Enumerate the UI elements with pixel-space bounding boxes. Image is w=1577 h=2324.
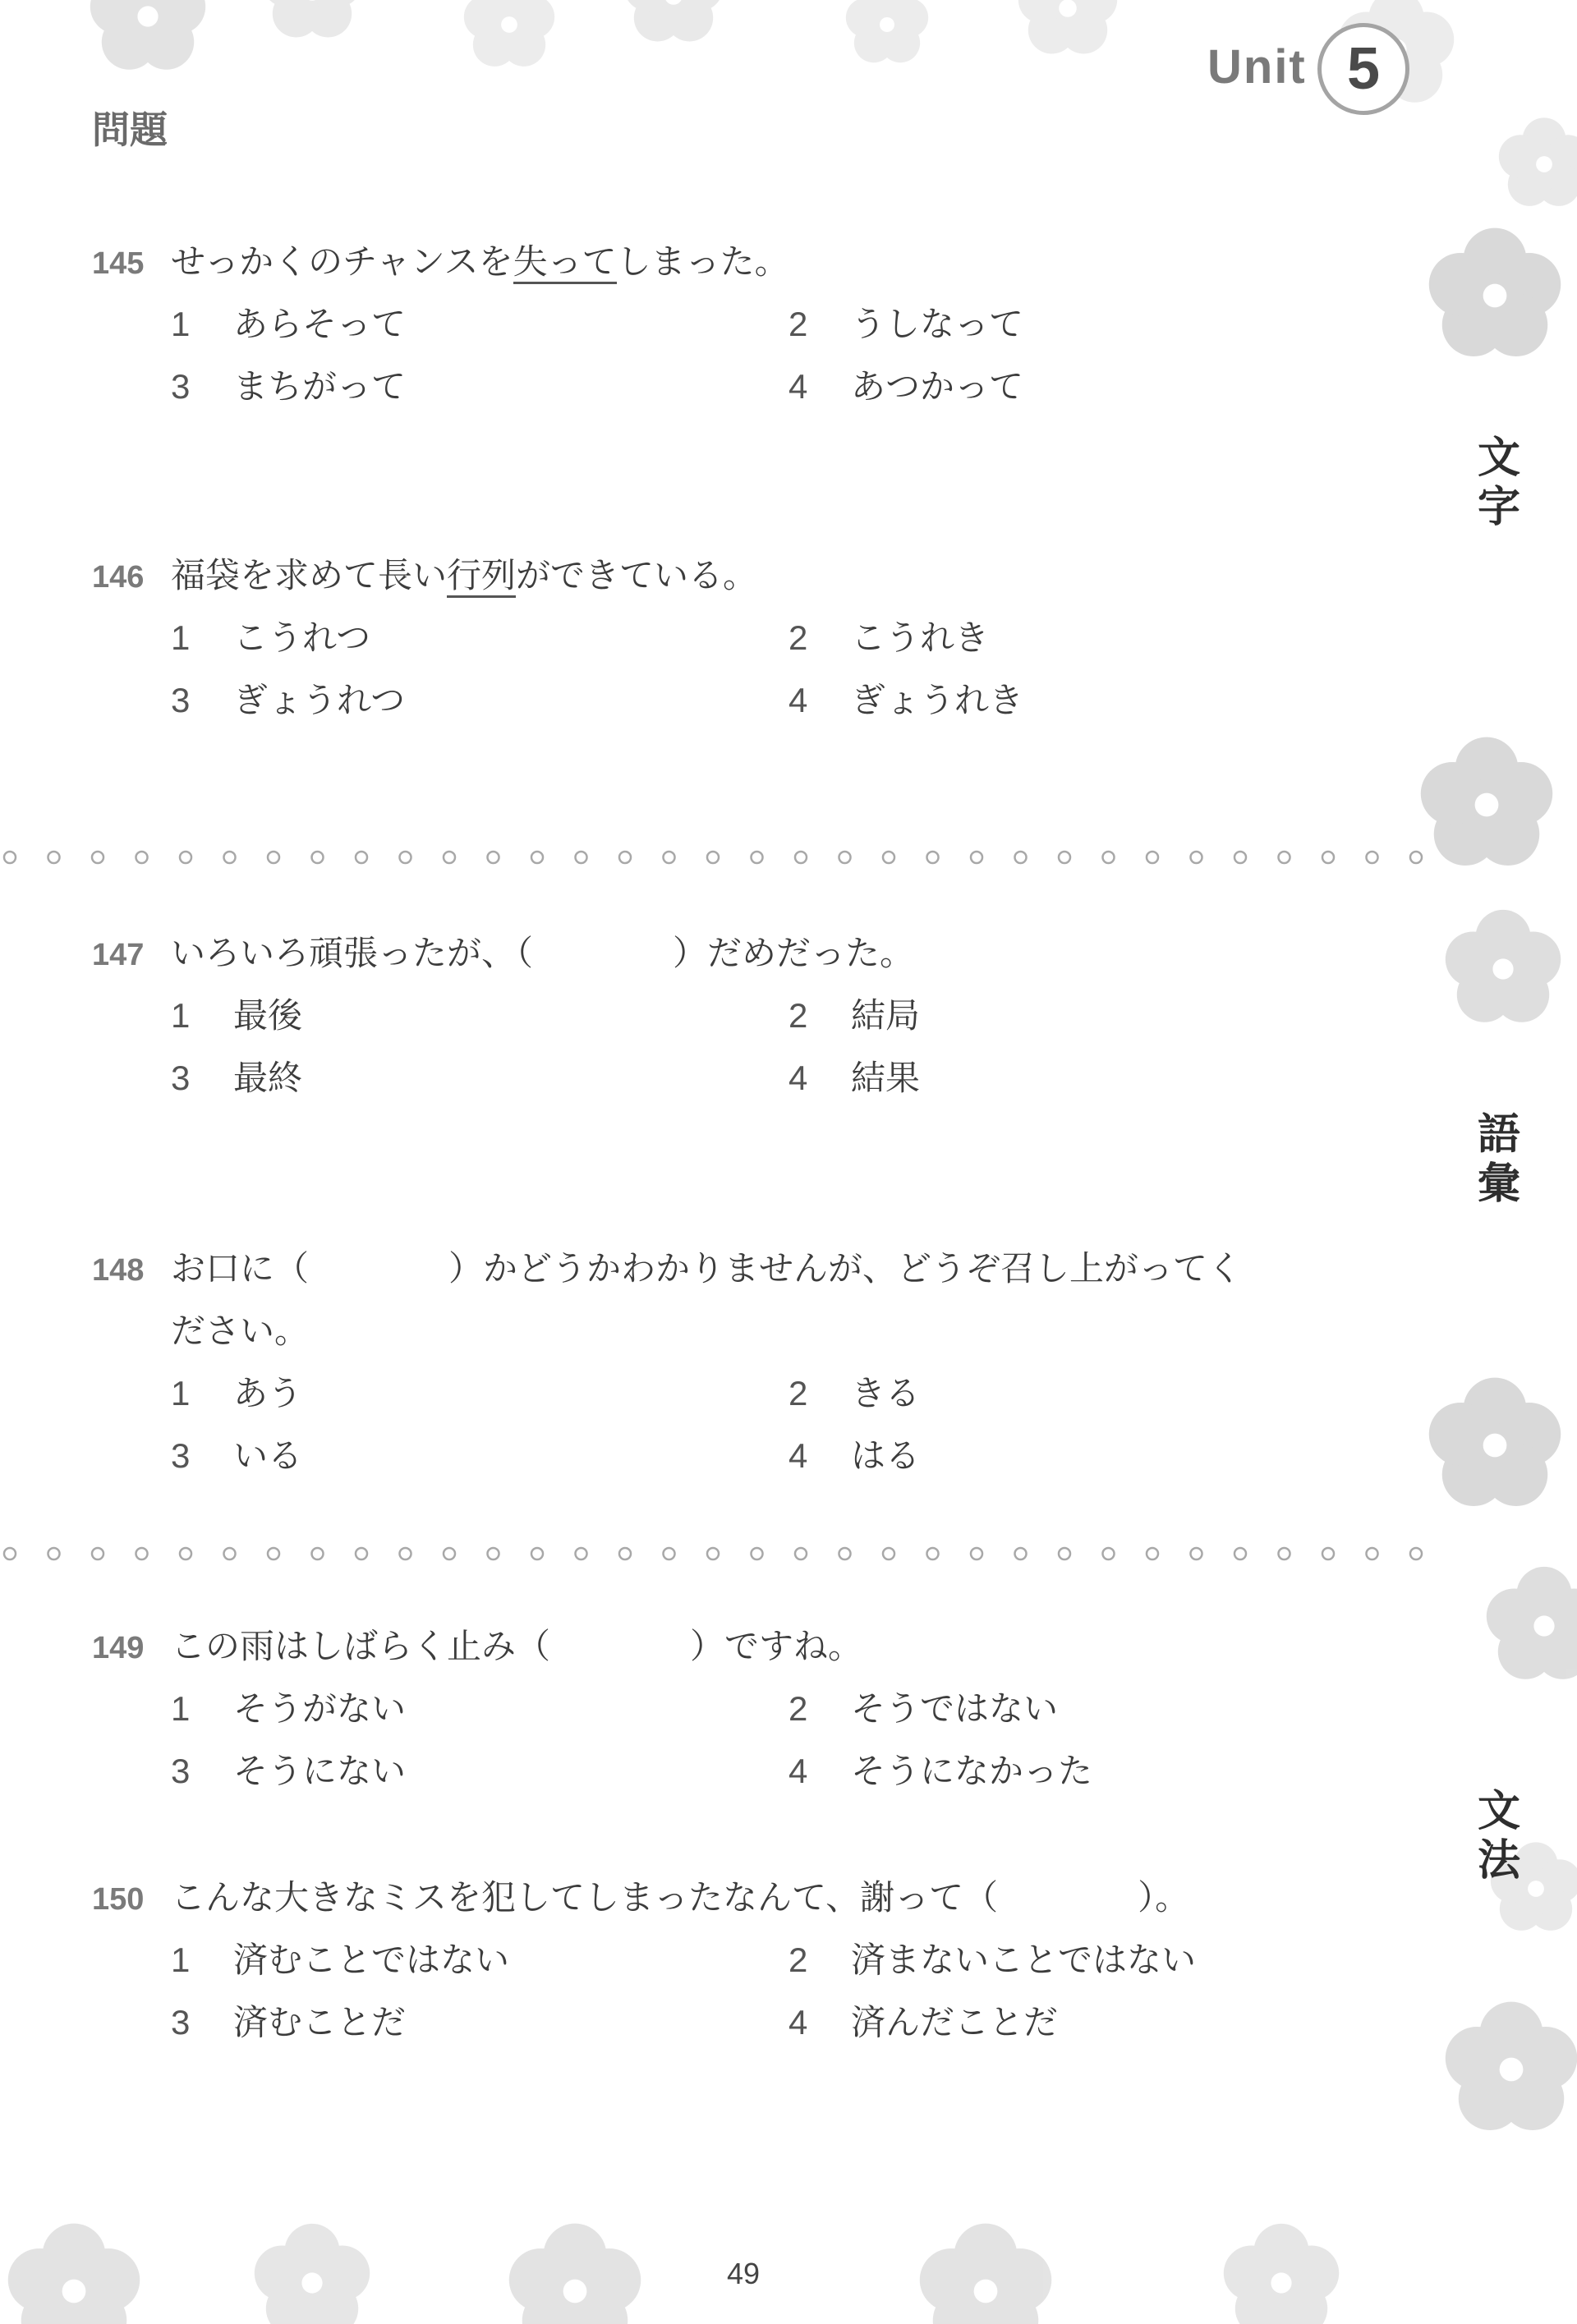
divider-dot — [312, 1548, 324, 1559]
option-number: 2 — [788, 1689, 808, 1728]
question-text-end: ）。 — [1138, 1877, 1190, 1918]
flower-icon — [263, 0, 361, 37]
option-4[interactable] — [788, 668, 1023, 733]
divider-dot — [795, 852, 807, 863]
divider-dot — [1015, 1548, 1027, 1559]
option-2[interactable] — [788, 1928, 1196, 1992]
question-147 — [92, 921, 914, 987]
option-4[interactable] — [788, 355, 1023, 419]
option-text: 結局 — [851, 995, 921, 1036]
divider-dot — [1279, 852, 1290, 863]
divider-dot — [752, 1548, 763, 1559]
option-number: 3 — [171, 681, 191, 719]
divider-dot — [48, 1548, 60, 1559]
option-text: はる — [851, 1435, 921, 1476]
divider-dot — [444, 852, 455, 863]
divider-dot — [1191, 852, 1202, 863]
divider-dot — [1234, 852, 1246, 863]
tab-char: 彙 — [1477, 1160, 1520, 1209]
option-text: 済まないことではない — [851, 1940, 1197, 1980]
divider-dot — [839, 1548, 851, 1559]
divider-dot — [1279, 1548, 1290, 1559]
divider-dot — [576, 1548, 587, 1559]
question-text-end: ）だめだった。 — [673, 933, 915, 973]
option-number: 4 — [788, 1059, 808, 1097]
option-number: 1 — [171, 618, 191, 657]
option-number: 2 — [788, 618, 808, 657]
option-text: うしなって — [851, 304, 1024, 344]
option-3[interactable] — [171, 1424, 302, 1488]
underlined-word: 行列 — [447, 555, 516, 598]
option-text: いる — [233, 1435, 303, 1476]
option-2[interactable] — [788, 984, 920, 1048]
divider-dot — [1322, 852, 1334, 863]
divider-dot — [619, 1548, 631, 1559]
option-3[interactable] — [171, 1046, 302, 1110]
divider-dot — [180, 852, 191, 863]
option-1[interactable] — [171, 1362, 302, 1426]
question-150 — [92, 1866, 1189, 1931]
option-1[interactable] — [171, 606, 370, 670]
divider-dot — [707, 1548, 719, 1559]
option-3[interactable] — [171, 1739, 406, 1803]
tab-char: 語 — [1477, 1110, 1520, 1160]
underlined-word: 失って — [513, 241, 617, 284]
option-number: 4 — [788, 1436, 808, 1475]
question-145 — [92, 230, 789, 296]
option-number: 3 — [171, 1752, 191, 1790]
option-number: 2 — [788, 305, 808, 343]
divider-dot — [4, 852, 16, 863]
option-text: 済むことではない — [233, 1940, 510, 1980]
divider-dot — [531, 852, 543, 863]
question-number: 147 — [92, 938, 145, 972]
flower-icon — [1018, 0, 1117, 53]
divider-dot — [356, 1548, 367, 1559]
option-text: そうになかった — [851, 1751, 1093, 1791]
question-149 — [92, 1614, 862, 1680]
divider-dot — [1147, 852, 1158, 863]
question-text: こんな大きなミスを犯してしまったなんて、謝って（ — [171, 1877, 999, 1918]
flower-icon — [1446, 910, 1561, 1022]
divider-dot — [707, 852, 719, 863]
divider-dot — [1410, 852, 1422, 863]
option-1[interactable] — [171, 1677, 406, 1741]
question-text-end: ）ですね。 — [690, 1626, 863, 1666]
question-text: この雨はしばらく止み（ — [171, 1626, 551, 1666]
option-2[interactable] — [788, 1362, 920, 1426]
option-2[interactable] — [788, 292, 1023, 356]
flower-icon — [1421, 737, 1552, 866]
option-text: あう — [233, 1373, 303, 1413]
tab-char: 文 — [1477, 1787, 1520, 1836]
divider-dot — [1410, 1548, 1422, 1559]
divider-dot — [1015, 852, 1027, 863]
option-number: 4 — [788, 681, 808, 719]
divider-dot — [576, 852, 587, 863]
flower-icon — [624, 0, 723, 41]
flower-icon — [1429, 228, 1561, 356]
option-text: まちがって — [233, 366, 407, 406]
divider-dot — [531, 1548, 543, 1559]
question-148-continued: ださい。 — [171, 1311, 310, 1351]
question-text-end: ができている。 — [516, 555, 758, 595]
divider-dot — [356, 852, 367, 863]
option-2[interactable] — [788, 606, 989, 670]
flower-icon — [1429, 1378, 1561, 1506]
side-tab-bunpo[interactable] — [1470, 1787, 1528, 1885]
divider-dot — [92, 1548, 103, 1559]
divider-dot — [180, 1548, 191, 1559]
option-4[interactable] — [788, 1739, 1092, 1803]
option-3[interactable] — [171, 355, 406, 419]
divider-dot — [48, 852, 60, 863]
flower-icon — [1487, 1567, 1577, 1679]
option-number: 1 — [171, 1689, 191, 1728]
option-number: 3 — [171, 1436, 191, 1475]
question-number: 148 — [92, 1253, 145, 1288]
option-text: ぎょうれつ — [233, 680, 406, 720]
divider-dot — [136, 1548, 148, 1559]
question-text: せっかくのチャンスを — [171, 241, 513, 282]
option-text: あらそって — [233, 304, 407, 344]
divider-dot — [488, 852, 499, 863]
divider-dot — [883, 1548, 894, 1559]
divider-dot — [1059, 852, 1070, 863]
flower-icon — [90, 0, 205, 70]
divider-dot — [1059, 1548, 1070, 1559]
option-number: 4 — [788, 1752, 808, 1790]
divider-dot — [444, 1548, 455, 1559]
option-text: こうれつ — [233, 618, 371, 658]
question-text-end: ）かどうかわかりませんが、どうぞ召し上がってく — [448, 1248, 1243, 1288]
question-number: 146 — [92, 560, 145, 595]
question-number: 145 — [92, 246, 145, 281]
question-146 — [92, 544, 757, 609]
option-text: きる — [851, 1373, 921, 1413]
option-number: 4 — [788, 2003, 808, 2042]
tab-char: 文 — [1477, 434, 1520, 483]
divider-dot — [224, 852, 236, 863]
option-1[interactable] — [171, 1928, 509, 1992]
option-number: 3 — [171, 2003, 191, 2042]
option-number: 1 — [171, 996, 191, 1035]
question-text-end: しまった。 — [616, 241, 789, 282]
side-tab-moji[interactable] — [1470, 434, 1528, 532]
divider-dot — [1367, 1548, 1378, 1559]
option-2[interactable] — [788, 1677, 1058, 1741]
divider-dot — [400, 852, 411, 863]
divider-dot — [1234, 1548, 1246, 1559]
option-text: 済んだことだ — [851, 2002, 1059, 2042]
divider-dot — [619, 852, 631, 863]
option-text: 済むことだ — [233, 2002, 407, 2042]
option-number: 1 — [171, 1940, 191, 1979]
option-3[interactable] — [171, 668, 405, 733]
divider-dot — [839, 852, 851, 863]
question-text: 福袋を求めて長い — [171, 555, 448, 595]
divider-dot — [4, 1548, 16, 1559]
divider-dot — [664, 852, 675, 863]
divider-dot — [268, 1548, 279, 1559]
question-number: 149 — [92, 1631, 145, 1665]
tab-char: 字 — [1477, 483, 1520, 532]
divider-dot — [1147, 1548, 1158, 1559]
divider-dot — [1103, 852, 1115, 863]
question-number: 150 — [92, 1882, 145, 1917]
option-3[interactable] — [171, 1991, 406, 2055]
divider-dot — [1191, 1548, 1202, 1559]
option-number: 1 — [171, 1374, 191, 1412]
question-text: お口に（ — [171, 1248, 310, 1288]
page-number: 49 — [726, 2257, 761, 2290]
divider-dot — [488, 1548, 499, 1559]
divider-dot — [971, 1548, 982, 1559]
unit-number-badge — [1317, 23, 1409, 115]
divider-dot — [883, 852, 894, 863]
option-number: 1 — [171, 305, 191, 343]
option-number: 2 — [788, 996, 808, 1035]
option-4[interactable] — [788, 1046, 920, 1110]
option-text: あつかって — [851, 366, 1024, 406]
divider-dot — [312, 852, 324, 863]
option-text: そうではない — [851, 1688, 1059, 1729]
option-text: ぎょうれき — [851, 680, 1024, 720]
flower-icon — [1446, 2002, 1577, 2130]
option-number: 3 — [171, 1059, 191, 1097]
side-tab-goi[interactable] — [1470, 1110, 1528, 1209]
divider-dot — [927, 852, 939, 863]
divider-dot — [1322, 1548, 1334, 1559]
option-number: 2 — [788, 1374, 808, 1412]
option-number: 4 — [788, 367, 808, 406]
divider-dot — [224, 1548, 236, 1559]
divider-dot — [92, 852, 103, 863]
option-number: 2 — [788, 1940, 808, 1979]
option-4[interactable] — [788, 1991, 1058, 2055]
section-title: 問題 — [92, 108, 168, 152]
divider-dot — [1103, 1548, 1115, 1559]
option-text: 結果 — [851, 1058, 921, 1098]
flower-icon — [846, 0, 928, 62]
option-text: こうれき — [851, 618, 990, 658]
option-number: 3 — [171, 367, 191, 406]
divider-dot — [1367, 852, 1378, 863]
question-148 — [92, 1237, 1242, 1302]
option-text: そうがない — [233, 1688, 407, 1729]
divider-dot — [795, 1548, 807, 1559]
option-text: 最後 — [233, 995, 303, 1036]
option-1[interactable] — [171, 984, 302, 1048]
option-text: そうにない — [233, 1751, 407, 1791]
question-text: いろいろ頑張ったが、（ — [171, 933, 534, 973]
flower-icon — [464, 0, 554, 67]
divider-dot — [664, 1548, 675, 1559]
option-4[interactable] — [788, 1424, 920, 1488]
divider-dot — [752, 852, 763, 863]
divider-dot — [927, 1548, 939, 1559]
tab-char: 法 — [1477, 1836, 1520, 1885]
flower-icon — [1499, 117, 1577, 206]
divider-dot — [971, 852, 982, 863]
divider-dot — [400, 1548, 411, 1559]
unit-label: Unit — [1207, 40, 1307, 94]
divider-dot — [268, 852, 279, 863]
option-text: 最終 — [233, 1058, 303, 1098]
divider-dot — [136, 852, 148, 863]
option-1[interactable] — [171, 292, 406, 356]
unit-number: 5 — [1346, 36, 1381, 102]
